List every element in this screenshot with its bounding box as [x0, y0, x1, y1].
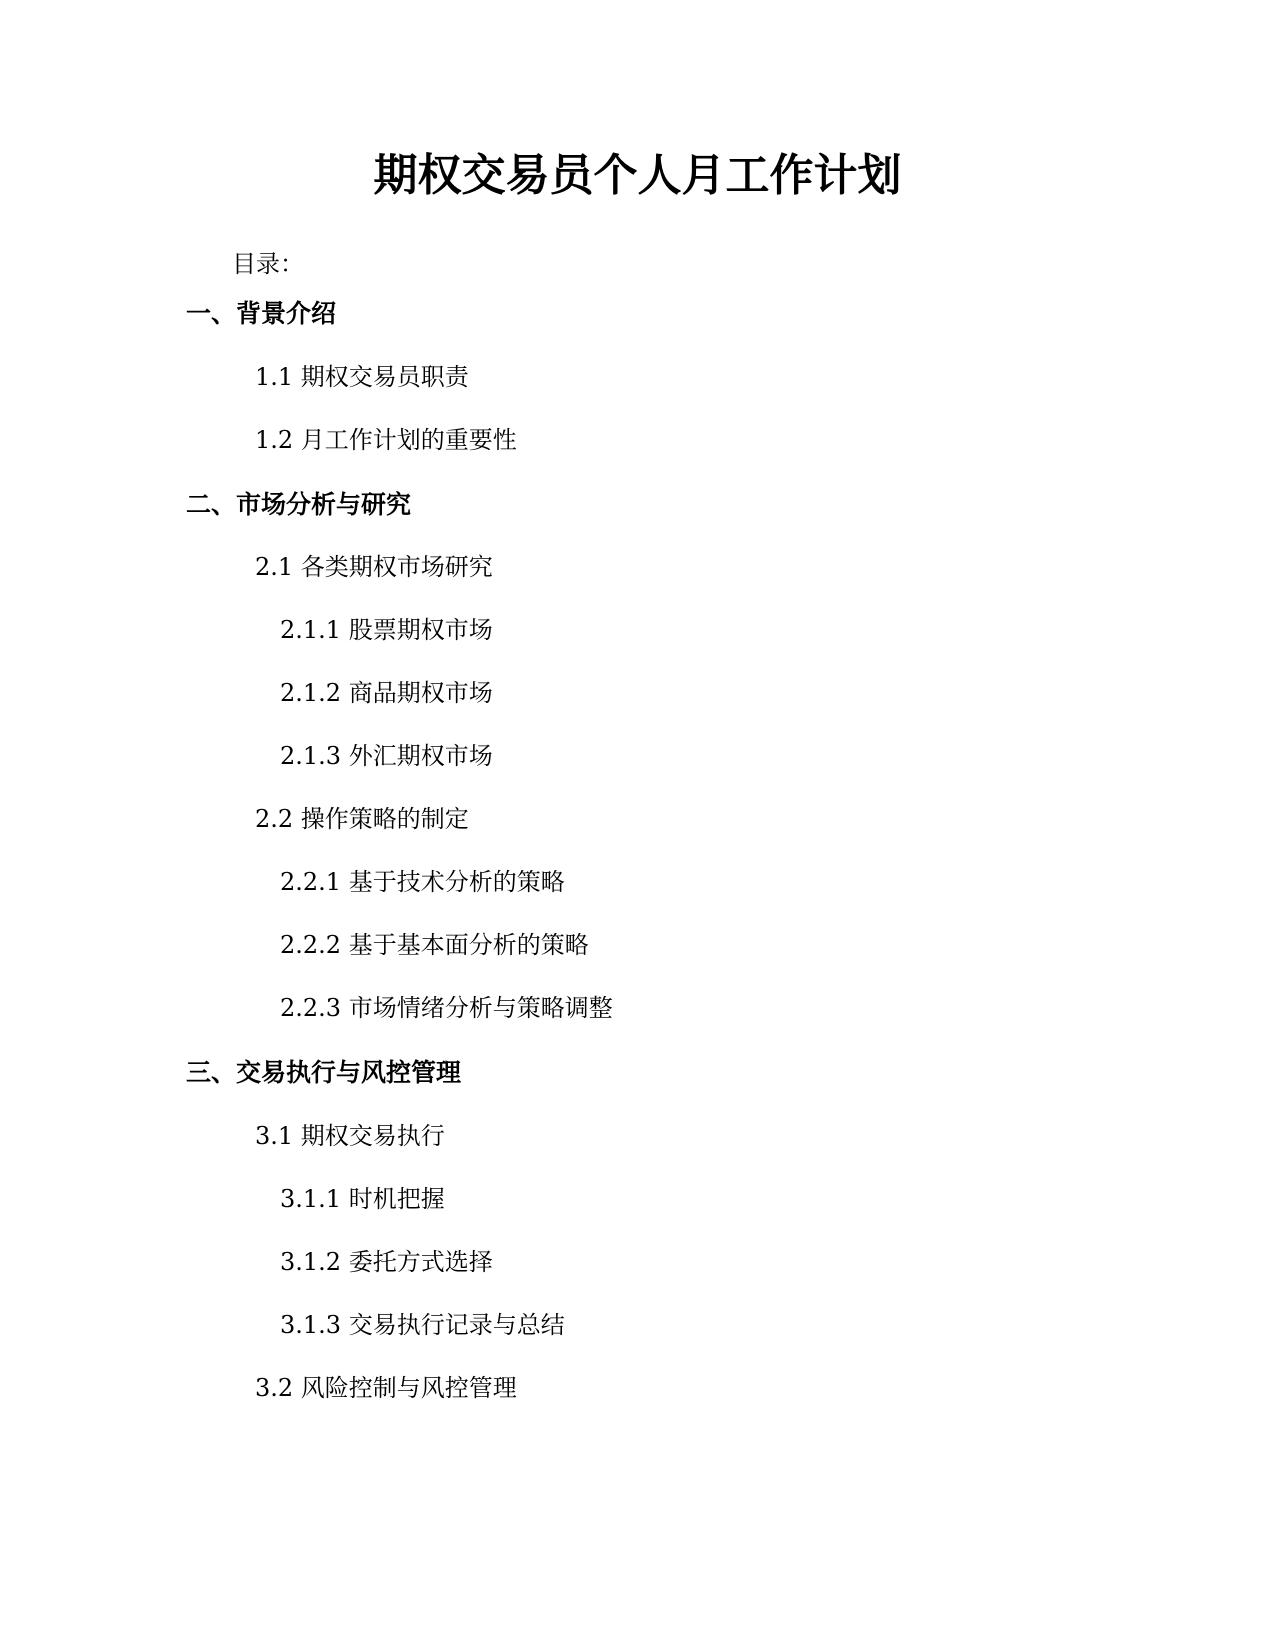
toc-subsection: 1.1 期权交易员职责 — [255, 363, 469, 391]
toc-sub-subsection: 3.1.2 委托方式选择 — [280, 1248, 493, 1276]
toc-subsection: 2.2 操作策略的制定 — [255, 805, 469, 833]
toc-subsection: 3.1 期权交易执行 — [255, 1122, 445, 1150]
toc-section-heading: 三、交易执行与风控管理 — [186, 1058, 462, 1087]
toc-sub-subsection: 2.2.3 市场情绪分析与策略调整 — [280, 994, 613, 1022]
toc-section-heading: 一、背景介绍 — [186, 299, 337, 328]
toc-sub-subsection: 3.1.3 交易执行记录与总结 — [280, 1311, 565, 1339]
toc-section-heading: 二、市场分析与研究 — [186, 490, 412, 519]
toc-sub-subsection: 3.1.1 时机把握 — [280, 1185, 445, 1213]
toc-subsection: 3.2 风险控制与风控管理 — [255, 1374, 517, 1402]
toc-sub-subsection: 2.1.1 股票期权市场 — [280, 616, 493, 644]
toc-sub-subsection: 2.2.1 基于技术分析的策略 — [280, 868, 565, 896]
document-title: 期权交易员个人月工作计划 — [373, 150, 902, 201]
toc-sub-subsection: 2.2.2 基于基本面分析的策略 — [280, 931, 589, 959]
toc-sub-subsection: 2.1.2 商品期权市场 — [280, 679, 493, 707]
toc-subsection: 2.1 各类期权市场研究 — [255, 553, 493, 581]
toc-subsection: 1.2 月工作计划的重要性 — [255, 426, 517, 454]
toc-label: 目录： — [232, 250, 304, 278]
toc-sub-subsection: 2.1.3 外汇期权市场 — [280, 742, 493, 770]
